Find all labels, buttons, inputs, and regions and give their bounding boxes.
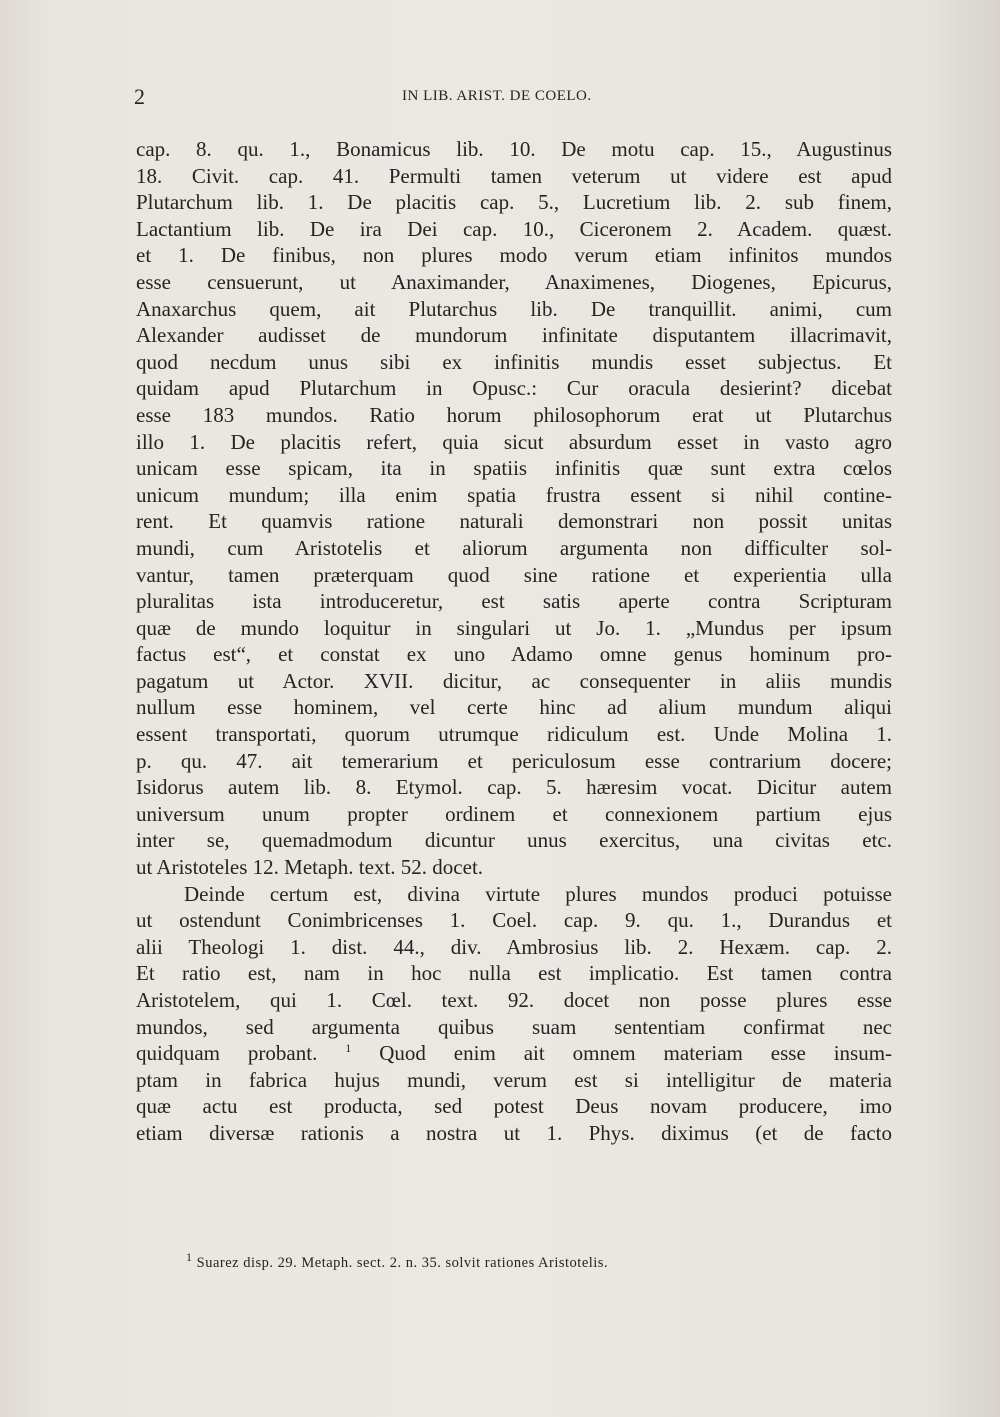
text-line: et 1. De finibus, non plures modo verum etiam infinitos mundos bbox=[136, 243, 892, 268]
text-line: esse censuerunt, ut Anaximander, Anaximenes, Diogenes, Epicurus, bbox=[136, 269, 892, 294]
text-line: Anaxarchus quem, ait Plutarchus lib. De tranquillit. animi, cum bbox=[136, 296, 892, 321]
text-line: unicam esse spicam, ita in spatiis infinitis quæ sunt extra cœlos bbox=[136, 456, 892, 481]
text-line: vantur, tamen præterquam quod sine ratione et experientia ulla bbox=[136, 562, 892, 587]
body-text bbox=[136, 136, 892, 1147]
footnote bbox=[186, 1250, 746, 1272]
text-line: quidam apud Plutarchum in Opusc.: Cur oracula desierint? dicebat bbox=[136, 376, 892, 401]
text-fragment: quidquam probant. bbox=[136, 1041, 318, 1066]
text-line: 18. Civit. cap. 41. Permulti tamen veterum ut videre est apud bbox=[136, 163, 892, 188]
text-line: Et ratio est, nam in hoc nulla est implicatio. Est tamen contra bbox=[136, 961, 892, 986]
text-line: Deinde certum est, divina virtute plures mundos produci potuisse bbox=[184, 881, 892, 906]
text-line bbox=[136, 1040, 892, 1067]
text-line: unicum mundum; illa enim spatia frustra essent si nihil contine- bbox=[136, 482, 892, 507]
text-line: mundos, sed argumenta quibus suam sententiam confirmat nec bbox=[136, 1014, 892, 1039]
page-header bbox=[134, 84, 890, 114]
text-line: ptam in fabrica hujus mundi, verum est si intelligitur de materia bbox=[136, 1067, 892, 1092]
text-line: quæ de mundo loquitur in singulari ut Jo. 1. „Mundus per ipsum bbox=[136, 615, 892, 640]
text-line: alii Theologi 1. dist. 44., div. Ambrosius lib. 2. Hexæm. cap. 2. bbox=[136, 934, 892, 959]
text-line: Lactantium lib. De ira Dei cap. 10., Ciceronem 2. Academ. quæst. bbox=[136, 216, 892, 241]
text-line: nullum esse hominem, vel certe hinc ad alium mundum aliqui bbox=[136, 695, 892, 720]
page-number: 2 bbox=[134, 84, 145, 109]
text-line: Isidorus autem lib. 8. Etymol. cap. 5. hæresim vocat. Dicitur autem bbox=[136, 775, 892, 800]
text-line: Alexander audisset de mundorum infinitate disputantem illacrimavit, bbox=[136, 323, 892, 348]
text-line: pluralitas ista introduceretur, est satis aperte contra Scripturam bbox=[136, 589, 892, 614]
text-line: p. qu. 47. ait temerarium et periculosum esse contrarium docere; bbox=[136, 748, 892, 773]
text-line: mundi, cum Aristotelis et aliorum argumenta non difficulter sol- bbox=[136, 535, 892, 560]
text-line: illo 1. De placitis refert, quia sicut absurdum esset in vasto agro bbox=[136, 429, 892, 454]
text-line: etiam diversæ rationis a nostra ut 1. Phys. diximus (et de facto bbox=[136, 1120, 892, 1145]
text-line: esse 183 mundos. Ratio horum philosophorum erat ut Plutarchus bbox=[136, 402, 892, 427]
text-line: Aristotelem, qui 1. Cœl. text. 92. docet non posse plures esse bbox=[136, 988, 892, 1012]
text-line: factus est“, et constat ex uno Adamo omne genus hominum pro- bbox=[136, 642, 892, 667]
running-head: IN LIB. ARIST. DE COELO. bbox=[402, 88, 592, 104]
text-line: ut Aristoteles 12. Metaph. text. 52. docet. bbox=[136, 855, 484, 880]
text-line: pagatum ut Actor. XVII. dicitur, ac consequenter in aliis mundis bbox=[136, 668, 892, 693]
text-fragment: Quod enim ait omnem materiam esse insum- bbox=[379, 1041, 893, 1066]
text-line: rent. Et quamvis ratione naturali demonstrari non possit unitas bbox=[136, 509, 892, 534]
text-line: quod necdum unus sibi ex infinitis mundis esset subjectus. Et bbox=[136, 349, 892, 374]
text-line: Plutarchum lib. 1. De placitis cap. 5., Lucretium lib. 2. sub finem, bbox=[136, 190, 892, 215]
text-line: ut ostendunt Conimbricenses 1. Coel. cap. 9. qu. 1., Durandus et bbox=[136, 908, 892, 933]
footnote-text: Suarez disp. 29. Metaph. sect. 2. n. 35. solvit rationes Aristotelis. bbox=[196, 1255, 609, 1271]
text-line: essent transportati, quorum utrumque ridiculum est. Unde Molina 1. bbox=[136, 722, 892, 747]
text-line: inter se, quemadmodum dicuntur unus exercitus, una civitas etc. bbox=[136, 828, 892, 853]
text-line: quæ actu est producta, sed potest Deus novam producere, imo bbox=[136, 1094, 892, 1119]
footnote-marker: 1 bbox=[186, 1250, 193, 1265]
text-line: cap. 8. qu. 1., Bonamicus lib. 10. De motu cap. 15., Augustinus bbox=[136, 137, 892, 161]
footnote-reference[interactable]: 1 bbox=[345, 1041, 352, 1056]
text-line: universum unum propter ordinem et connexionem partium ejus bbox=[136, 801, 892, 826]
